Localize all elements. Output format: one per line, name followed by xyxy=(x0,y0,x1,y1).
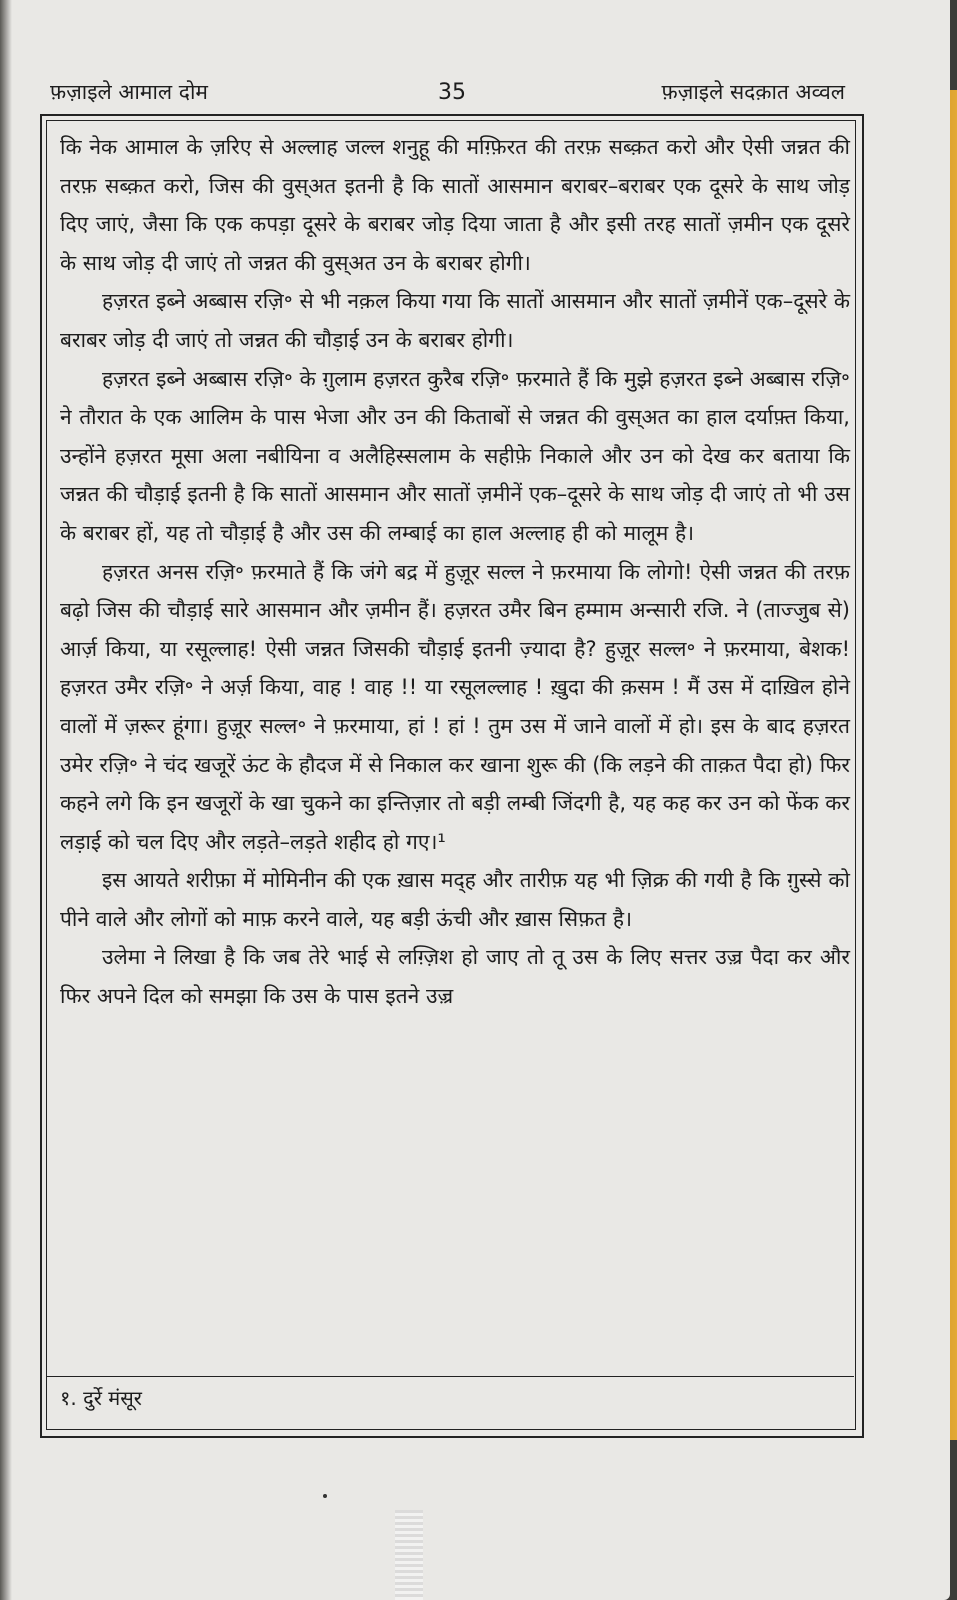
paragraph: हज़रत इब्ने अब्बास रज़ि॰ के ग़ुलाम हज़रत कुरैब रज़ि॰ फ़रमाते हैं कि मुझे हज़रत इब्ने अब्बास रज़ि॰ ने तौरात के एक आलिम के पास भेजा और उन की किताबों से जन्नत की वुस्अत का हाल दर्याफ़्त किया, उन्होंने हज़रत मूसा अला नबीयिना व अलैहिस्सलाम के सहीफ़े निकाले और उन को देख कर बताया कि जन्नत की चौड़ाई इतनी है कि सातों आसमान और सातों ज़मीनें एक–दूसरे के साथ जोड़ दी जाएं तो भी उस के बराबर हों, यह तो चौड़ाई है और उस की लम्बाई का हाल अल्लाह ही को मालूम है। xyxy=(60,366,850,545)
paragraph: हज़रत इब्ने अब्बास रज़ि॰ से भी नक़ल किया गया कि सातों आसमान और सातों ज़मीनें एक–दूसरे के बराबर जोड़ दी जाएं तो जन्नत की चौड़ाई उन के बराबर होगी। xyxy=(60,289,850,352)
footnote: १. दुर्रे मंसूर xyxy=(60,1386,142,1410)
header-right-title: फ़ज़ाइले सदक़ात अव्वल xyxy=(661,80,845,104)
body-text xyxy=(60,128,850,1016)
page-binding-shadow xyxy=(0,0,12,1600)
bookmark-ribbon xyxy=(395,1510,423,1600)
print-speck xyxy=(323,1494,327,1498)
footnote-divider xyxy=(46,1376,854,1377)
paragraph: हज़रत अनस रज़ि॰ फ़रमाते हैं कि जंगे बद्र में हुज़ूर सल्ल ने फ़रमाया कि लोगो! ऐसी जन्नत की तरफ़ बढ़ो जिस की चौड़ाई सारे आसमान और ज़मीन हैं। हज़रत उमैर बिन हम्माम अन्सारी रजि. ने (ताज्जुब से) आर्ज़ किया, या रसूल्लाह! ऐसी जन्नत जिसकी चौड़ाई इतनी ज़्यादा है? हुज़ूर सल्ल॰ ने फ़रमाया, बेशक! हज़रत उमैर रज़ि॰ ने अर्ज़ किया, वाह ! वाह !! या रसूलल्लाह ! ख़ुदा की क़सम ! मैं उस में दाख़िल होने वालों में ज़रूर हूंगा। हुज़ूर सल्ल॰ ने फ़रमाया, हां ! हां ! तुम उस में जाने वालों में हो। इस के बाद हज़रत उमेर रज़ि॰ ने चंद खजूरें ऊंट के हौदज में से निकाल कर खाना शुरू की (कि लड़ने की ताक़त पैदा हो) फिर कहने लगे कि इन खजूरों के खा चुकने का इन्तिज़ार तो बड़ी लम्बी जिंदगी है, यह कह कर उन को फेंक कर लड़ाई को चल दिए और लड़ते–लड़ते शहीद हो गए।¹ xyxy=(60,559,850,854)
paragraph: इस आयते शरीफ़ा में मोमिनीन की एक ख़ास मद्ह और तारीफ़ यह भी ज़िक्र की गयी है कि ग़ुस्से को पीने वाले और लोगों को माफ़ करने वाले, यह बड़ी ऊंची और ख़ास सिफ़त है। xyxy=(60,868,850,931)
paragraph: कि नेक आमाल के ज़रिए से अल्लाह जल्ल शनुहू की मग़्फ़िरत की तरफ़ सब्क़त करो और ऐसी जन्नत की तरफ़ सब्क़त करो, जिस की वुस्अत इतनी है कि सातों आसमान बराबर–बराबर एक दूसरे के साथ जोड़ दिए जाएं, जैसा कि एक कपड़ा दूसरे के बराबर जोड़ दिया जाता है और इसी तरह सातों ज़मीन एक दूसरे के साथ जोड़ दी जाएं तो जन्नत की वुस्अत उन के बराबर होगी। xyxy=(60,135,850,275)
running-header xyxy=(50,78,845,112)
page-number: 35 xyxy=(438,80,466,105)
paragraph: उलेमा ने लिखा है कि जब तेरे भाई से लग़्ज़िश हो जाए तो तू उस के लिए सत्तर उज़्र पैदा कर और फिर अपने दिल को समझा कि उस के पास इतने उज़्र xyxy=(60,945,850,1009)
header-left-title: फ़ज़ाइले आमाल दोम xyxy=(50,80,208,104)
